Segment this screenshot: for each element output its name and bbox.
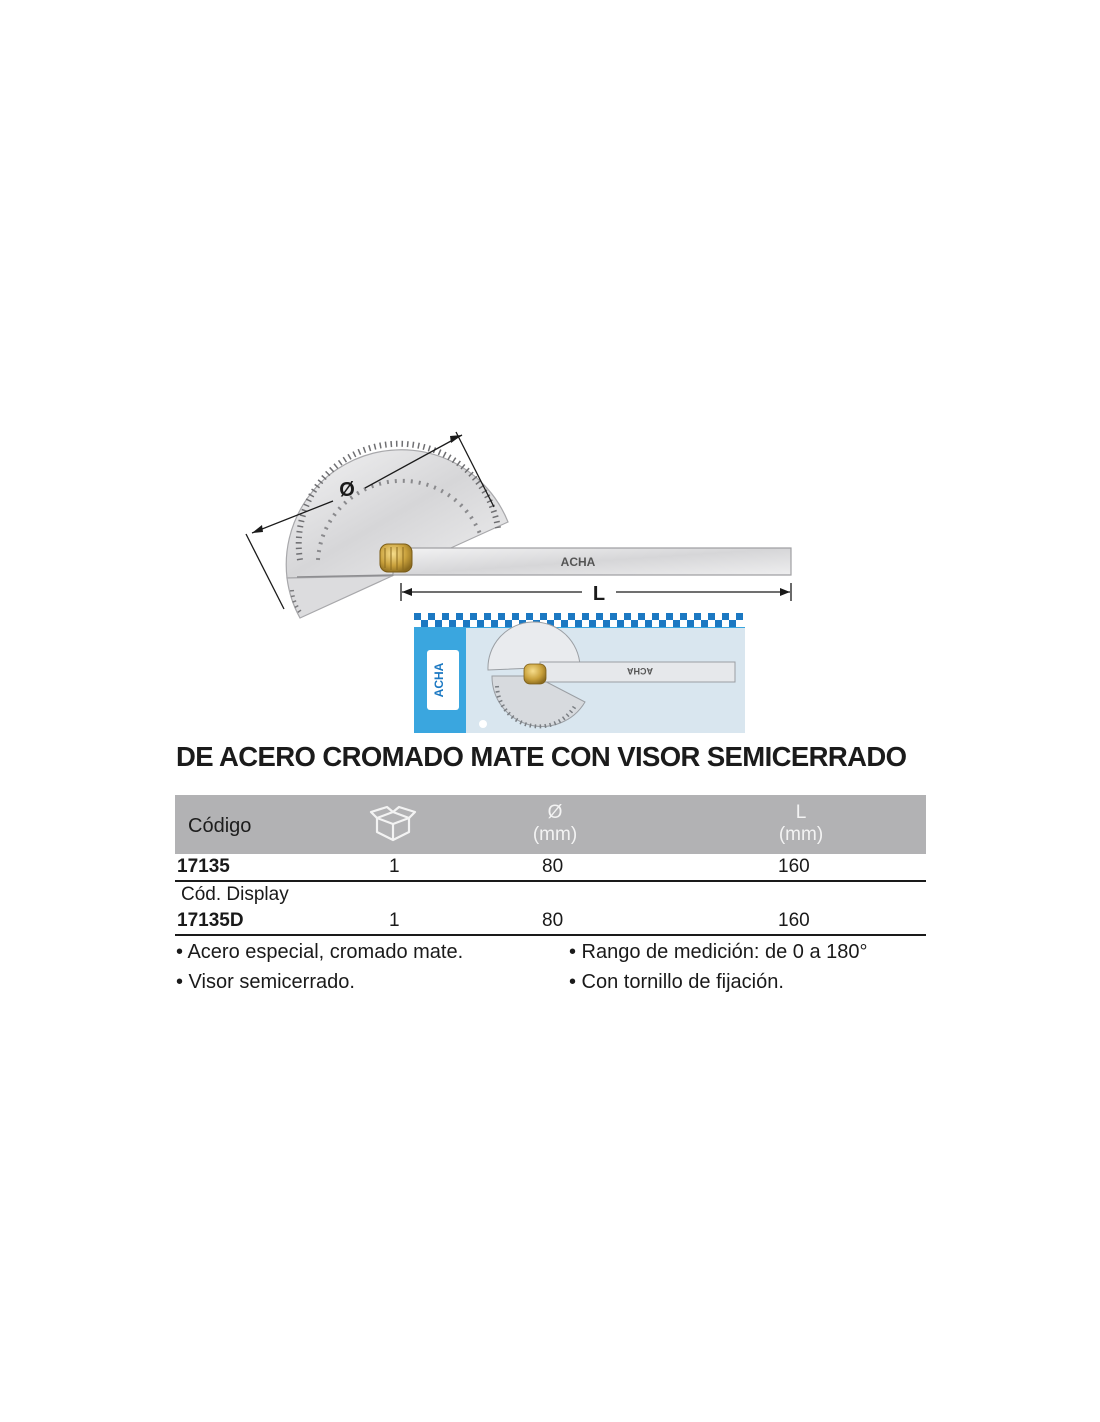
package-quantity: 1 bbox=[389, 856, 400, 877]
header-diameter bbox=[495, 802, 615, 846]
hang-hole-icon bbox=[479, 720, 487, 728]
feature-item: • Con tornillo de fijación. bbox=[569, 971, 784, 993]
spec-table bbox=[175, 795, 926, 936]
product-code: 17135 bbox=[177, 856, 230, 877]
header-length-unit: (mm) bbox=[778, 824, 824, 845]
display-package-quantity: 1 bbox=[389, 910, 400, 931]
length-value: 160 bbox=[778, 856, 810, 877]
brand-label: ACHA bbox=[560, 555, 596, 569]
package-image bbox=[414, 613, 745, 733]
header-length bbox=[741, 802, 861, 846]
length-symbol: L bbox=[592, 583, 606, 605]
display-diameter-value: 80 bbox=[542, 910, 564, 931]
diameter-symbol: Ø bbox=[339, 479, 355, 501]
table-row bbox=[175, 854, 926, 882]
table-row bbox=[175, 908, 926, 936]
package-arm-brand: ACHA bbox=[627, 666, 653, 676]
feature-item: • Acero especial, cromado mate. bbox=[176, 941, 464, 963]
product-title: DE ACERO CROMADO MATE CON VISOR SEMICERRADO bbox=[176, 741, 907, 772]
display-product-code: 17135D bbox=[177, 910, 244, 931]
display-code-label-row bbox=[175, 882, 926, 908]
protractor-lower-arc bbox=[287, 576, 392, 618]
diameter-value: 80 bbox=[542, 856, 564, 877]
header-code: Código bbox=[188, 815, 252, 837]
feature-item: • Visor semicerrado. bbox=[176, 971, 355, 993]
feature-item: • Rango de medición: de 0 a 180° bbox=[569, 941, 868, 963]
display-code-label: Cód. Display bbox=[181, 884, 289, 905]
header-length-symbol: L bbox=[795, 802, 807, 823]
package-brand: ACHA bbox=[432, 662, 446, 698]
header-diameter-symbol: Ø bbox=[547, 802, 563, 823]
box-icon bbox=[369, 804, 417, 844]
header-diameter-unit: (mm) bbox=[532, 824, 578, 845]
table-header bbox=[175, 795, 926, 854]
length-dimension bbox=[401, 583, 791, 605]
display-length-value: 160 bbox=[778, 910, 810, 931]
